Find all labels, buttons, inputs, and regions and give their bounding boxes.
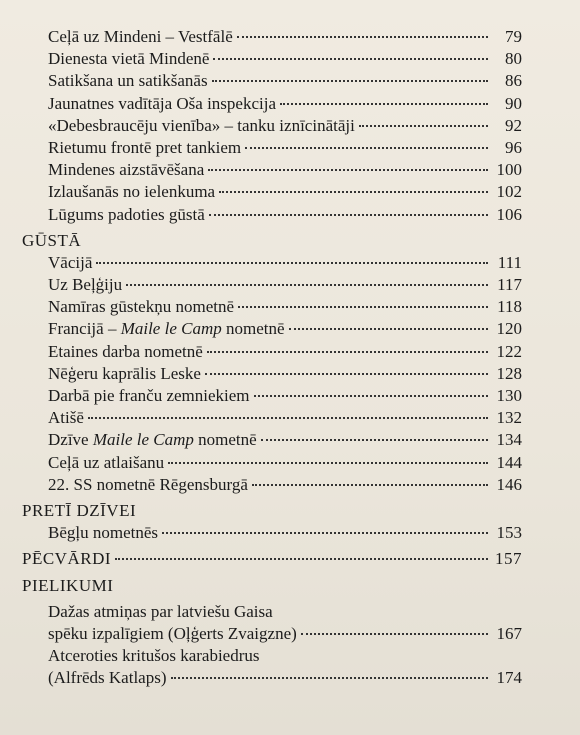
toc-entry-title: Atišē — [48, 408, 84, 428]
toc-entry — [22, 522, 522, 544]
toc-entry — [22, 93, 522, 115]
toc-entry-title: Ceļā uz atlaišanu — [48, 452, 165, 472]
title-suffix: nometnē — [193, 430, 257, 450]
dot-leader — [301, 633, 488, 635]
toc-entry-page: 132 — [496, 408, 522, 428]
dot-leader — [209, 214, 488, 216]
dot-leader — [254, 395, 488, 397]
dot-leader — [359, 125, 488, 127]
toc-entry — [22, 296, 522, 318]
toc-entry — [22, 204, 522, 226]
toc-entry-page: 79 — [505, 27, 522, 46]
dot-leader — [219, 191, 488, 193]
dot-leader — [238, 306, 488, 308]
toc-entry — [22, 363, 522, 385]
toc-entry-page: 167 — [496, 623, 522, 643]
section-title: PIELIKUMI — [22, 575, 114, 595]
toc-entry-title-line1: Dažas atmiņas par latviešu Gaisa — [48, 601, 273, 621]
section-title: PĒCVĀRDI — [22, 549, 112, 569]
dot-leader — [212, 80, 488, 82]
toc-entry-title: «Debesbraucēju vienība» – tanku iznīcinātāji — [48, 115, 355, 135]
toc-entry-page: 86 — [505, 71, 522, 91]
dot-leader — [162, 532, 488, 534]
toc-entry-page: 106 — [496, 204, 522, 224]
toc-entry-title-line2: spēku izpalīgiem (Oļģerts Zvaigzne) — [48, 623, 297, 643]
toc-entry-page: 144 — [496, 452, 522, 472]
dot-leader — [96, 262, 488, 264]
dot-leader — [168, 462, 488, 464]
toc-entry-line2 — [48, 667, 522, 689]
dot-leader — [261, 439, 488, 441]
toc-entry-page: 92 — [505, 115, 522, 135]
toc-entry — [22, 252, 522, 274]
toc-entry — [22, 407, 522, 429]
toc-entry-page: 128 — [496, 363, 522, 383]
toc-entry-page: 80 — [505, 49, 522, 69]
toc-entry-page: 134 — [496, 430, 522, 450]
dot-leader — [280, 103, 488, 105]
toc-entry-title: Rietumu frontē pret tankiem — [48, 137, 242, 157]
dot-leader — [208, 169, 488, 171]
section-heading-pecvardi — [22, 548, 522, 570]
toc-entry — [22, 452, 522, 474]
toc-entry-page: 96 — [505, 137, 522, 157]
dot-leader — [245, 147, 488, 149]
toc-entry — [22, 474, 522, 496]
toc-entry-page: 130 — [496, 386, 522, 405]
toc-entry — [22, 159, 522, 181]
toc-entry-page: 153 — [496, 523, 522, 543]
toc-entry-page: 100 — [496, 160, 522, 180]
toc-entry-title: Ceļā uz Mindeni – Vestfālē — [48, 27, 233, 46]
toc-entry-title: Uz Beļģiju — [48, 275, 123, 295]
toc-entry-line2 — [48, 623, 522, 645]
dot-leader — [115, 558, 488, 560]
toc-entry-page: 146 — [496, 474, 522, 494]
dot-leader — [207, 351, 488, 353]
toc-entry-page: 174 — [496, 668, 522, 688]
toc-entry-title: Izlaušanās no ielenkuma — [48, 182, 216, 202]
table-of-contents — [22, 26, 522, 689]
dot-leader — [213, 58, 488, 60]
toc-entry-title — [48, 318, 285, 340]
toc-entry — [22, 429, 522, 451]
toc-entry-title: 22. SS nometnē Rēgensburgā — [48, 474, 248, 494]
section-page: 157 — [495, 549, 522, 569]
dot-leader — [237, 36, 488, 38]
toc-entry — [22, 318, 522, 340]
toc-entry-multiline — [22, 601, 522, 645]
toc-entry-page: 102 — [496, 182, 522, 202]
toc-entry-title: Jaunatnes vadītāja Oša inspekcija — [48, 93, 277, 113]
toc-entry — [22, 137, 522, 159]
toc-entry — [22, 115, 522, 137]
toc-entry-title: Mindenes aizstāvēšana — [48, 160, 205, 180]
title-italic: Maile le Camp — [92, 430, 194, 450]
toc-entry-title: Lūgums padoties gūstā — [48, 204, 205, 224]
toc-entry — [22, 70, 522, 92]
toc-entry-title: Satikšana un satikšanās — [48, 71, 208, 91]
toc-entry-title-line1: Atceroties kritušos karabiedrus — [48, 646, 260, 666]
dot-leader — [289, 328, 488, 330]
dot-leader — [205, 373, 488, 375]
toc-entry — [22, 48, 522, 70]
toc-entry-page: 117 — [497, 275, 522, 295]
section-heading-preti-dzivei — [22, 500, 522, 522]
dot-leader — [126, 284, 488, 286]
toc-entry-title: Darbā pie franču zemniekiem — [48, 386, 250, 405]
toc-entry-title: Etaines darba nometnē — [48, 341, 203, 361]
toc-entry-title: Dienesta vietā Mindenē — [48, 49, 210, 69]
toc-entry-page: 122 — [496, 341, 522, 361]
section-heading-pielikumi — [22, 575, 522, 597]
toc-entry-title: Nēģeru kaprālis Leske — [48, 363, 201, 383]
title-suffix: nometnē — [221, 319, 285, 339]
toc-entry-multiline — [22, 645, 522, 689]
section-title: PRETĪ DZĪVEI — [22, 500, 137, 520]
toc-entry-page: 90 — [505, 93, 522, 113]
dot-leader — [171, 677, 489, 679]
section-title: GŪSTĀ — [22, 230, 82, 250]
section-heading-gusta — [22, 230, 522, 252]
title-prefix: Dzīve — [48, 430, 93, 450]
dot-leader — [252, 484, 488, 486]
title-italic: Maile le Camp — [120, 319, 222, 339]
dot-leader — [88, 417, 488, 419]
toc-entry — [22, 274, 522, 296]
toc-entry — [22, 26, 522, 48]
toc-entry — [22, 385, 522, 407]
toc-entry-page: 120 — [496, 319, 522, 339]
toc-entry-title: Bēgļu nometnēs — [48, 523, 159, 543]
toc-entry-title: Namīras gūstekņu nometnē — [48, 297, 235, 317]
toc-entry-title: Vācijā — [48, 252, 93, 272]
toc-entry — [22, 181, 522, 203]
toc-entry-page: 118 — [497, 297, 522, 317]
title-prefix: Francijā – — [48, 319, 121, 339]
toc-entry-title-line2: (Alfrēds Katlaps) — [48, 668, 167, 688]
toc-entry — [22, 341, 522, 363]
toc-entry-title — [48, 429, 257, 451]
toc-entry-page: 111 — [497, 252, 522, 272]
